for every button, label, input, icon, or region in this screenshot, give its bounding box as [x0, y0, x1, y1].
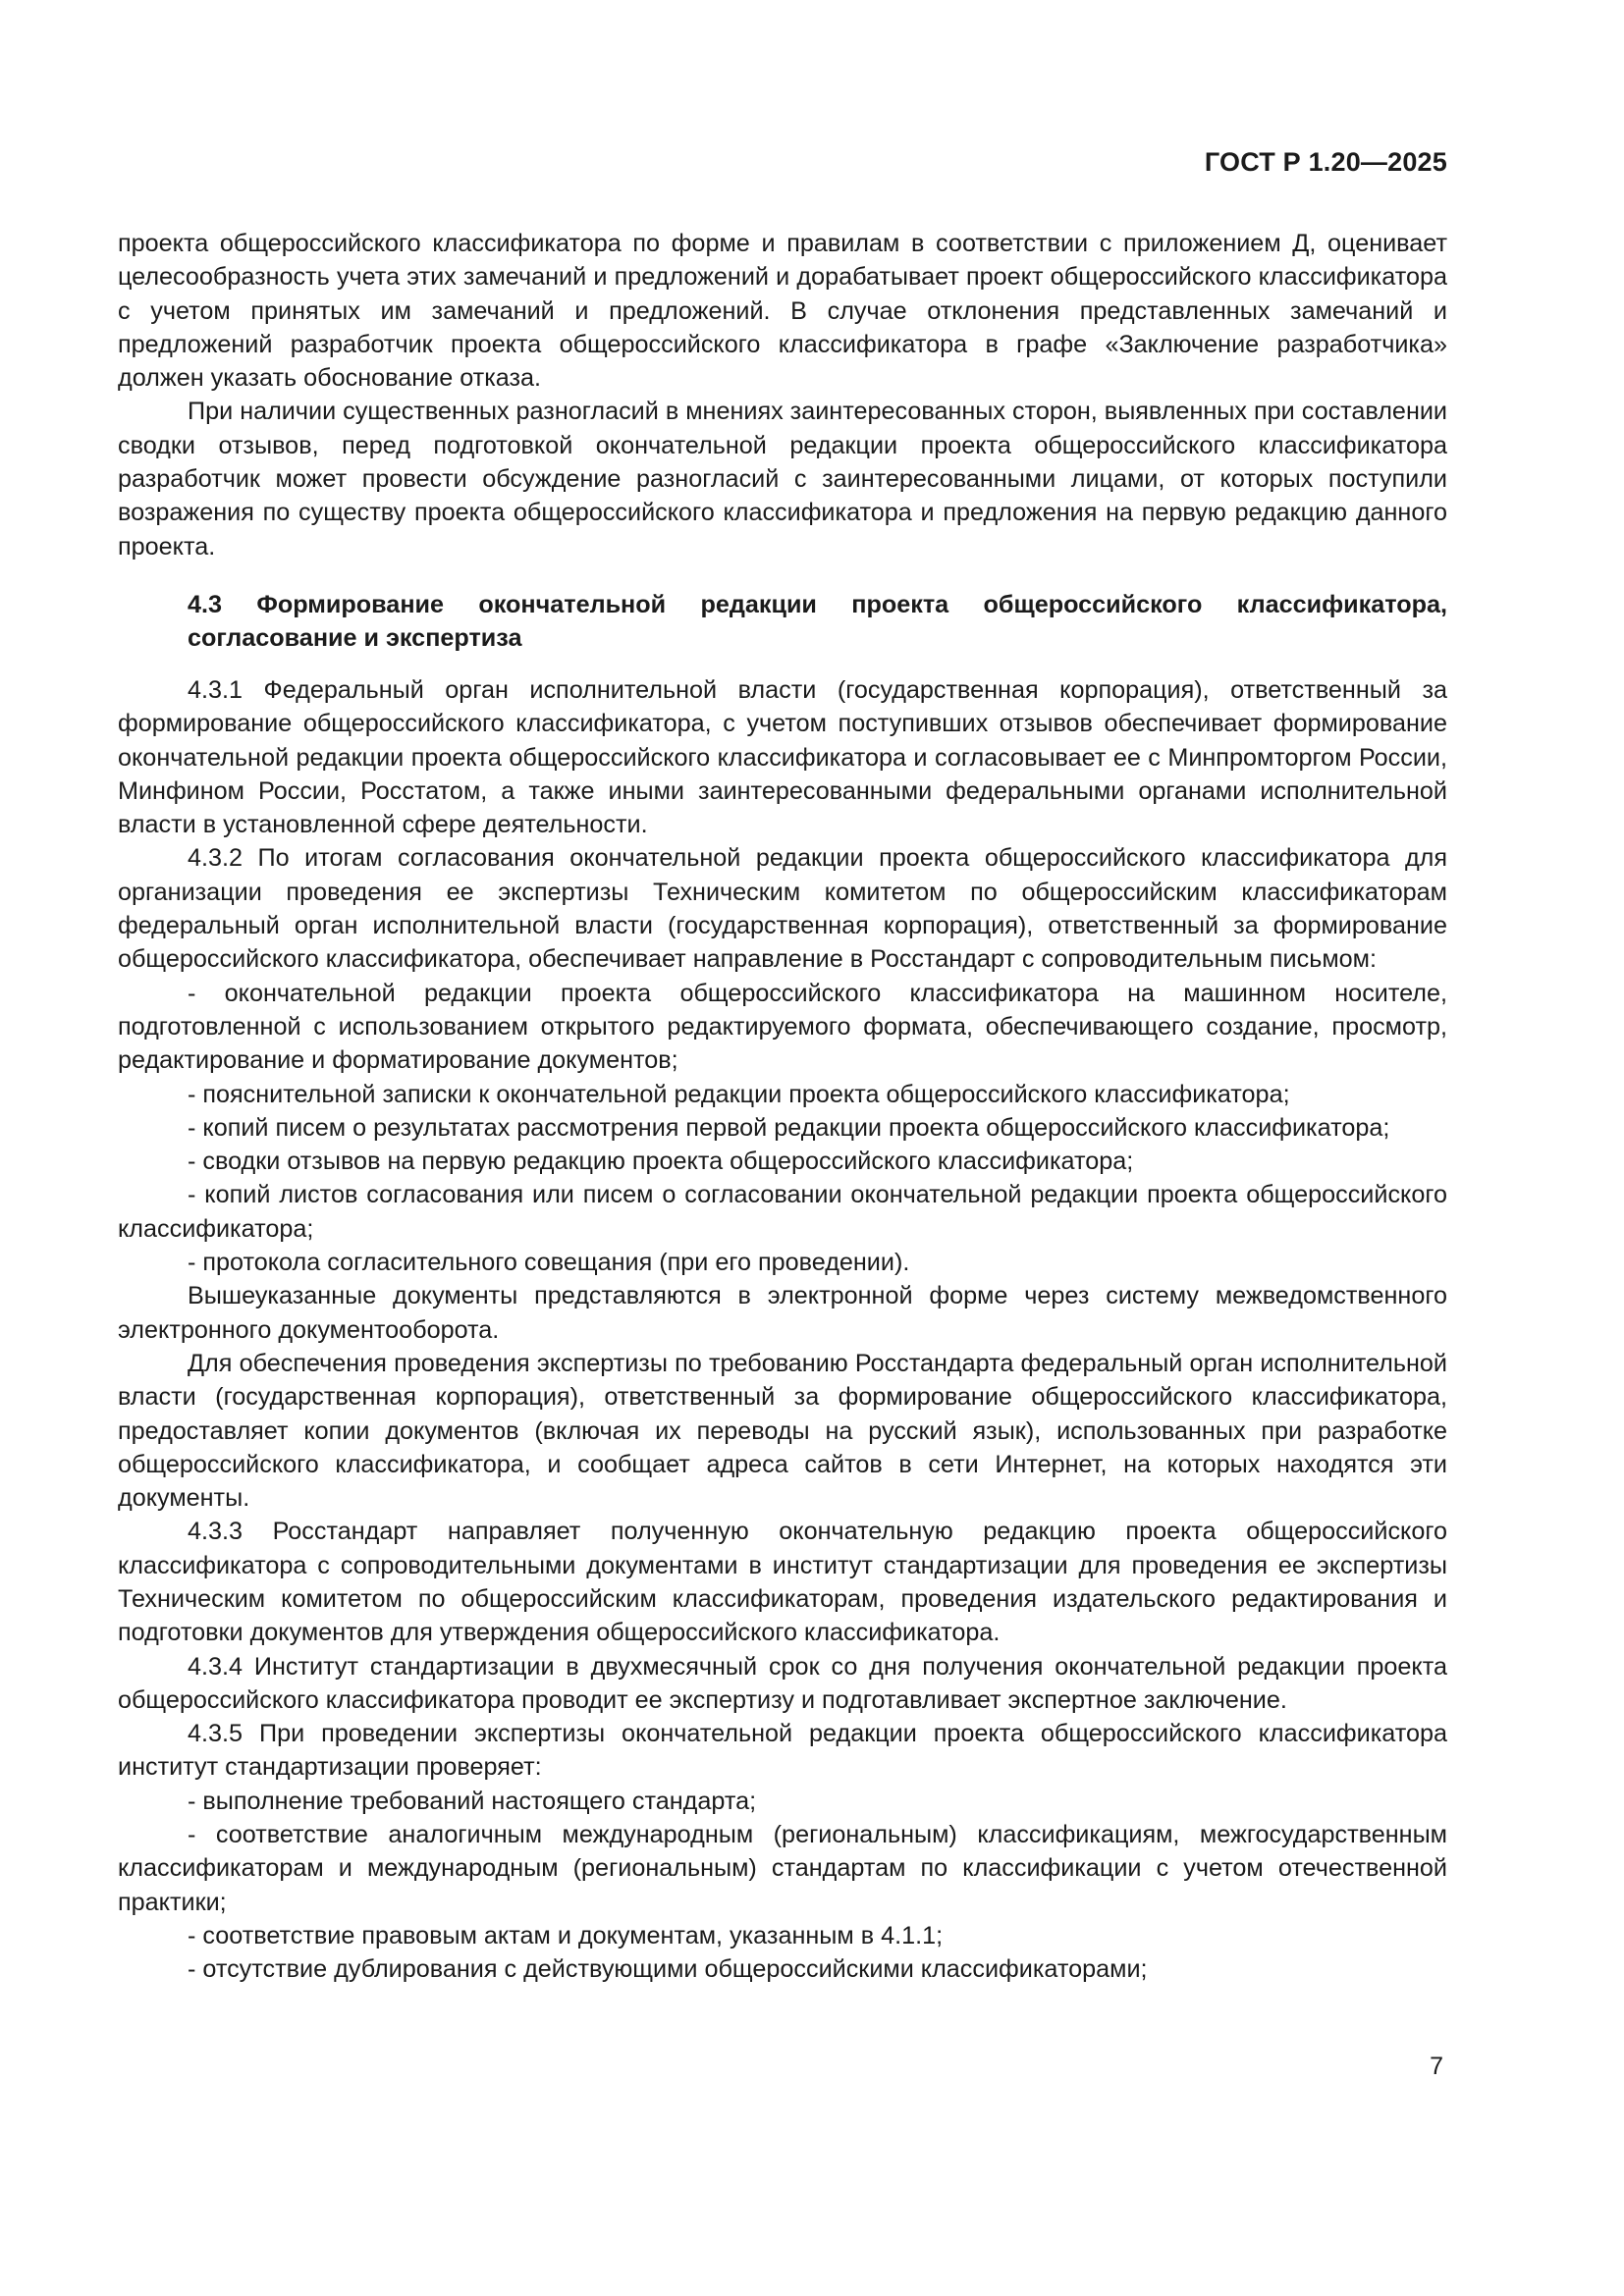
paragraph: 4.3.4 Институт стандартизации в двухмесячный срок со дня получения окончательной редакции проекта общероссийского классификатора проводит ее экспертизу и подготавливает экспертное заключение. — [118, 1652, 1447, 1714]
paragraph: 4.3.5 При проведении экспертизы окончательной редакции проекта общероссийского классификатора институт стандартизации проверяет: — [118, 1720, 1447, 1782]
section-heading: 4.3 Формирование окончательной редакции проекта общероссийского классификатора, согласование и экспертиза — [188, 590, 1447, 652]
list-item: - соответствие правовым актам и документам, указанным в 4.1.1; — [188, 1921, 944, 1949]
list-item: - пояснительной записки к окончательной редакции проекта общероссийского классификатора; — [188, 1080, 1290, 1108]
page-number: 7 — [1430, 2053, 1443, 2080]
list-item: - копий писем о результатах рассмотрения первой редакции проекта общероссийского классификатора; — [188, 1113, 1390, 1142]
list-item: - выполнение требований настоящего стандарта; — [188, 1787, 757, 1815]
list-item: - окончательной редакции проекта общероссийского классификатора на машинном носителе, подготовленной с использованием открытого редактируемого формата, обеспечивающего создание, просмотр, редактирование и форматирование документов; — [118, 979, 1447, 1075]
paragraph: Для обеспечения проведения экспертизы по требованию Росстандарта федеральный орган исполнительной власти (государственная корпорация), ответственный за формирование общероссийского классификатора, предоставляет копии документов (включая их переводы на русский язык), использованных при разработке общероссийского классификатора, и сообщает адреса сайтов в сети Интернет, на которых находятся эти документы. — [118, 1349, 1447, 1513]
list-item: - соответствие аналогичным международным (региональным) классификациям, межгосударственным классификаторам и международным (региональным) стандартам по классификации с учетом отечественной практики; — [118, 1821, 1447, 1916]
document-code-header: ГОСТ Р 1.20—2025 — [1204, 147, 1447, 177]
document-body — [118, 227, 1447, 1987]
paragraph: 4.3.1 Федеральный орган исполнительной власти (государственная корпорация), ответственный за формирование общероссийского классификатора, с учетом поступивших отзывов обеспечивает формирование окончательной редакции проекта общероссийского классификатора и согласовывает ее с Минпромторгом России, Минфином России, Росстатом, а также иными заинтересованными федеральными органами исполнительной власти в установленной сфере деятельности. — [118, 675, 1447, 839]
list-item: - копий листов согласования или писем о согласовании окончательной редакции проекта общероссийского классификатора; — [118, 1181, 1447, 1243]
paragraph: Вышеуказанные документы представляются в электронной форме через систему межведомственного электронного документооборота. — [118, 1282, 1447, 1344]
paragraph: 4.3.2 По итогам согласования окончательной редакции проекта общероссийского классификатора для организации проведения ее экспертизы Техническим комитетом по общероссийским классификаторам федеральный орган исполнительной власти (государственная корпорация), ответственный за формирование общероссийского классификатора, обеспечивает направление в Росстандарт с сопроводительным письмом: — [118, 844, 1447, 974]
list-item: - отсутствие дублирования с действующими общероссийскими классификаторами; — [188, 1955, 1148, 1984]
list-item: - сводки отзывов на первую редакцию проекта общероссийского классификатора; — [188, 1148, 1134, 1176]
paragraph: 4.3.3 Росстандарт направляет полученную окончательную редакцию проекта общероссийского классификатора с сопроводительными документами в институт стандартизации для проведения ее экспертизы Техническим комитетом по общероссийским классификаторам, проведения издательского редактирования и подготовки документов для утверждения общероссийского классификатора. — [118, 1518, 1447, 1647]
paragraph: проекта общероссийского классификатора по форме и правилам в соответствии с приложением Д, оценивает целесообразность учета этих замечаний и предложений и дорабатывает проект общероссийского классификатора с учетом принятых им замечаний и предложений. В случае отклонения представленных замечаний и предложений разработчик проекта общероссийского классификатора в графе «Заключение разработчика» должен указать обоснование отказа. — [118, 230, 1447, 393]
paragraph: При наличии существенных разногласий в мнениях заинтересованных сторон, выявленных при составлении сводки отзывов, перед подготовкой окончательной редакции проекта общероссийского классификатора разработчик может провести обсуждение разногласий с заинтересованными лицами, от которых поступили возражения по существу проекта общероссийского классификатора и предложения на первую редакцию данного проекта. — [118, 398, 1447, 561]
list-item: - протокола согласительного совещания (при его проведении). — [188, 1249, 910, 1277]
